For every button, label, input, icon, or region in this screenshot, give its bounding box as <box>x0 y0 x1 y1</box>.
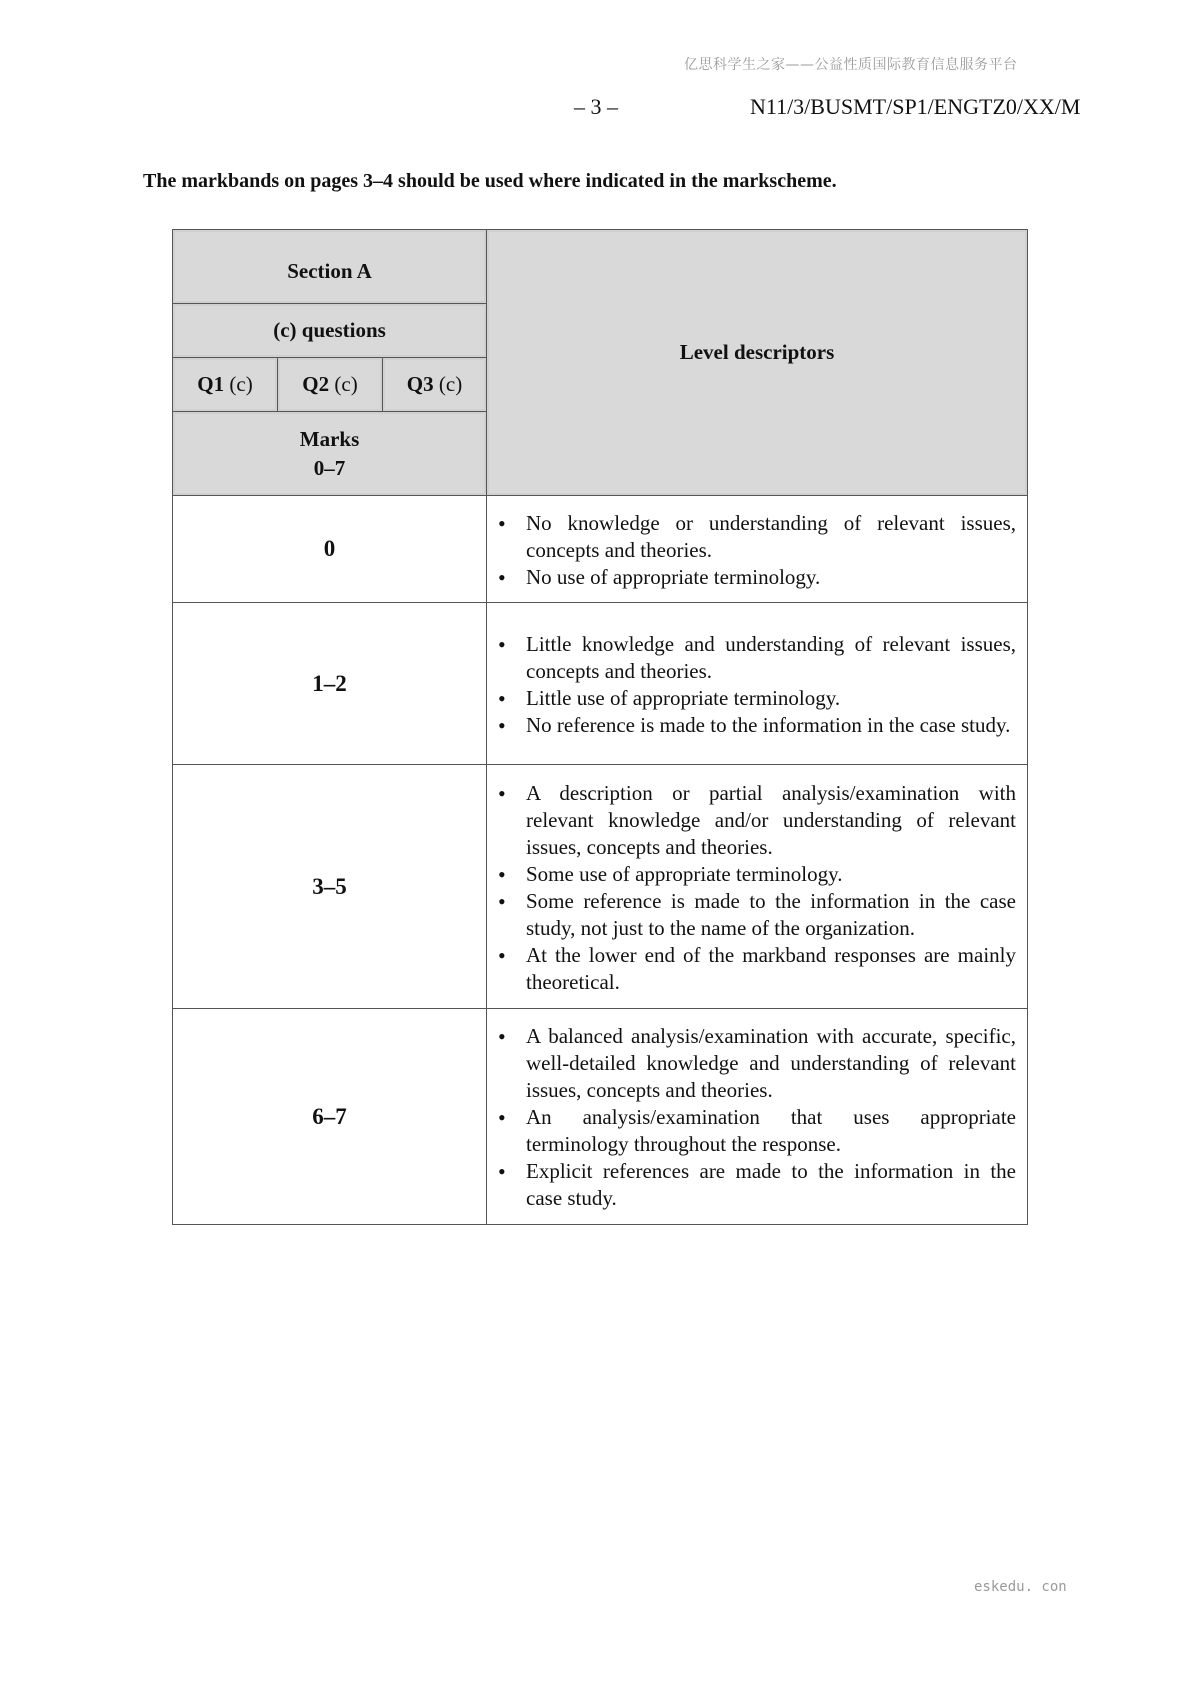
descriptor-list <box>497 780 1016 996</box>
descriptor-item: • Some reference is made to the information in the case study, not just to the name of the organization. <box>497 888 1016 942</box>
question-number: Q1 <box>197 372 225 396</box>
descriptor-list <box>497 631 1016 739</box>
question-header-q2 <box>278 358 383 412</box>
header-watermark: 亿思科学生之家——公益性质国际教育信息服务平台 <box>684 57 1018 73</box>
marks-header <box>173 412 487 496</box>
question-header-q3 <box>383 358 487 412</box>
section-header <box>173 230 487 304</box>
marks-value: 3–5 <box>173 765 487 1009</box>
descriptor-item: • An analysis/examination that uses appropriate terminology throughout the response. <box>497 1104 1016 1158</box>
descriptor-cell <box>487 603 1028 765</box>
footer-watermark: eskedu. con <box>974 1579 1067 1595</box>
level-descriptors-label: Level descriptors <box>679 340 835 364</box>
question-part: (c) <box>229 372 253 396</box>
question-part: (c) <box>334 372 358 396</box>
document-code: N11/3/BUSMT/SP1/ENGTZ0/XX/M <box>750 94 1081 119</box>
marks-value: 6–7 <box>173 1009 487 1225</box>
descriptor-item: • Explicit references are made to the information in the case study. <box>497 1158 1016 1212</box>
descriptor-list <box>497 510 1016 591</box>
descriptor-item: • No reference is made to the information in the case study. <box>497 712 1016 739</box>
descriptor-item: • A description or partial analysis/examination with relevant knowledge and/or understanding of relevant issues, concepts and theories. <box>497 780 1016 861</box>
question-number: Q2 <box>302 372 330 396</box>
page-number: – 3 – <box>574 94 618 119</box>
descriptor-cell <box>487 1009 1028 1225</box>
table-row <box>173 765 1028 1009</box>
table-row <box>173 1009 1028 1225</box>
markband-table <box>172 229 1028 1225</box>
marks-value: 1–2 <box>173 603 487 765</box>
question-part: (c) <box>438 372 463 396</box>
descriptor-item: • Little knowledge and understanding of relevant issues, concepts and theories. <box>497 631 1016 685</box>
marks-label: Marks <box>299 426 360 451</box>
question-number: Q3 <box>406 372 434 396</box>
intro-text: The markbands on pages 3–4 should be used where indicated in the markscheme. <box>143 170 837 192</box>
descriptor-item: • At the lower end of the markband responses are mainly theoretical. <box>497 942 1016 996</box>
descriptor-cell <box>487 765 1028 1009</box>
marks-value: 0 <box>173 496 487 603</box>
descriptor-list <box>497 1023 1016 1212</box>
section-label: Section A <box>287 259 372 283</box>
descriptor-item: • Little use of appropriate terminology. <box>497 685 1016 712</box>
descriptor-item: • No use of appropriate terminology. <box>497 564 1016 591</box>
descriptor-cell <box>487 496 1028 603</box>
questions-header <box>173 304 487 358</box>
question-header-q1 <box>173 358 278 412</box>
descriptor-item: • A balanced analysis/examination with accurate, specific, well-detailed knowledge and understanding of relevant issues, concepts and theories. <box>497 1023 1016 1104</box>
marks-range: 0–7 <box>313 455 346 480</box>
descriptor-item: • Some use of appropriate terminology. <box>497 861 1016 888</box>
table-row <box>173 603 1028 765</box>
level-descriptors-header <box>487 230 1028 496</box>
table-row <box>173 496 1028 603</box>
descriptor-item: • No knowledge or understanding of relevant issues, concepts and theories. <box>497 510 1016 564</box>
questions-label: (c) questions <box>273 318 386 342</box>
